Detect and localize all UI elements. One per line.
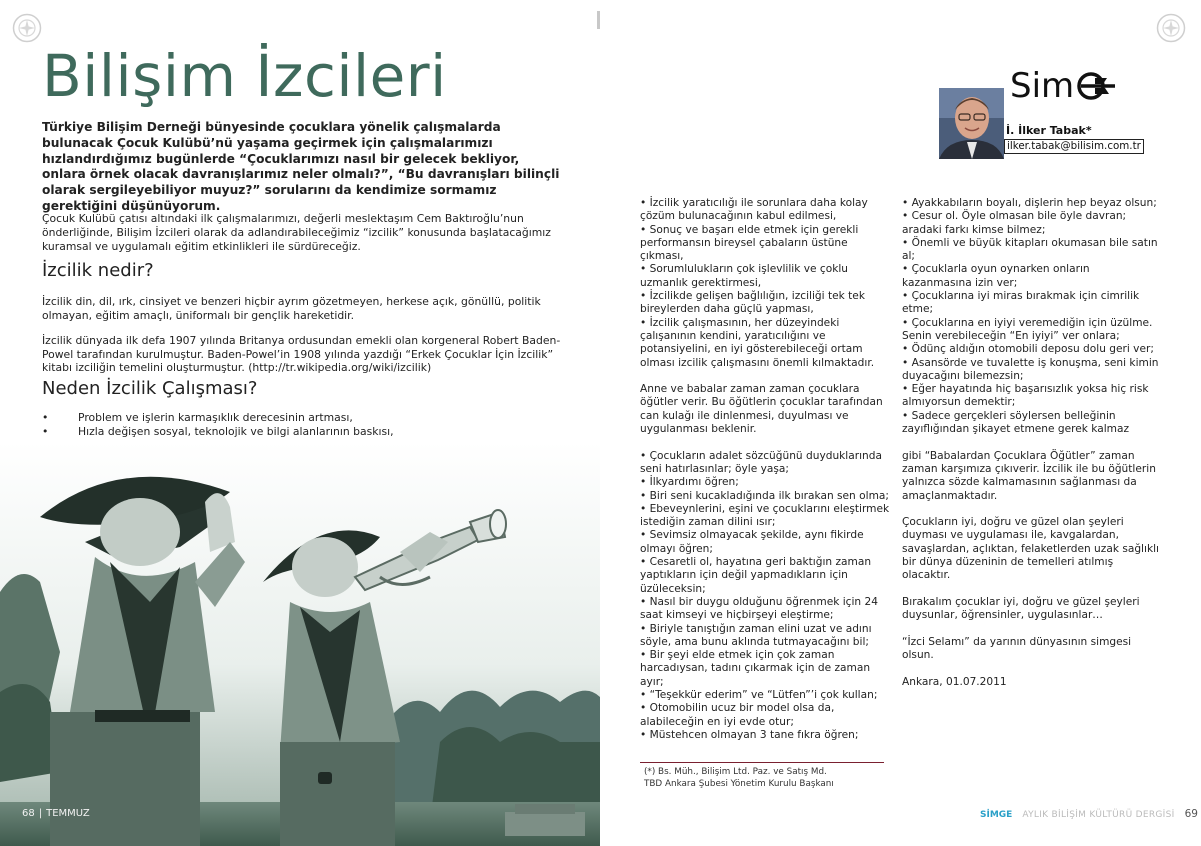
section-heading-why: Neden İzcilik Çalışması? — [42, 378, 258, 399]
paragraph-gap — [902, 623, 1162, 636]
bullet: • — [42, 411, 49, 424]
intro-paragraph: Çocuk Kulübü çatısı altındaki ilk çalışmalarımızı, değerli meslektaşım Cem Baktıroğlu’nun önderliğinde, Bilişim İzcileri olarak da adlandırabileceğimiz “izcilik” konusunda başlatacağımız kuramsal ve uygulamalı eğitim etkinlikleri ile sürdüreceğiz. — [42, 212, 551, 253]
author-photo — [939, 88, 1004, 159]
folio-month: TEMMUZ — [46, 808, 90, 819]
footnote-line: (*) Bs. Müh., Bilişim Ltd. Paz. ve Satış Md. — [644, 767, 827, 777]
section-heading-what: İzcilik nedir? — [42, 260, 154, 281]
paragraph: gibi “Babalardan Çocuklara Öğütler” zaman zaman karşımıza çıkıverir. İzcilik ile bu öğütlerin yalnızca sözde kalmamasının sağlanması da amaçlanmaktadır. — [902, 449, 1156, 502]
list-item: • Asansörde ve tuvalette iş konuşma, seni kimin duyacağını bilemezsin; — [902, 356, 1159, 382]
page-number: 69 — [1184, 808, 1198, 820]
brand-wordmark: Sim — [1010, 66, 1075, 106]
list-item — [42, 411, 562, 425]
page-number: 68 — [22, 808, 35, 819]
list-item: • Bir şeyi elde etmek için çok zaman harcadıysan, tadını çıkarmak için de zaman ayır; — [640, 649, 871, 688]
article-title: Bilişim İzcileri — [42, 42, 447, 110]
paragraph-gap — [640, 370, 892, 383]
author-email-link[interactable]: ilker.tabak@bilisim.com.tr — [1004, 139, 1144, 154]
paragraph-gap — [902, 583, 1162, 596]
list-item: • Çocukların adalet sözcüğünü duyduklarında seni hatırlasınlar; öyle yaşa; — [640, 449, 882, 475]
paragraph-gap — [902, 436, 1162, 449]
paragraph: Bırakalım çocuklar iyi, doğru ve güzel şeyleri duysunlar, öğrensinler, uygulasınlar… — [902, 595, 1140, 622]
list-item: • Önemli ve büyük kitapları okumasan bile satın al; — [902, 236, 1158, 263]
folio-separator: | — [38, 808, 43, 819]
list-item: • Sadece gerçekleri söylersen belleğinin zayıflığından şikayet etmene gerek kalmaz — [902, 409, 1130, 436]
list-item-text: Hızla değişen sosyal, teknolojik ve bilgi alanlarının baskısı, — [78, 425, 394, 438]
paragraph: “İzci Selamı” da yarının dünyasının simgesi olsun. — [902, 635, 1132, 662]
list-item: • İzcilikde gelişen bağlılığın, izciliği tek tek bireylerden daha güçlü yapması, — [640, 290, 865, 316]
paragraph: Ankara, 01.07.2011 — [902, 675, 1007, 688]
list-item: • İzcilik yaratıcılığı ile sorunlara daha kolay çözüm bulunacağının kabul edilmesi, — [640, 197, 868, 223]
list-item-text: Problem ve işlerin karmaşıklık derecesinin artması, — [78, 411, 353, 424]
list-item: • Sorumlulukların çok işlevlilik ve çoklu uzmanlık gerektirmesi, — [640, 263, 849, 289]
list-item: • Sonuç ve başarı elde etmek için gerekli performansın bireysel çabaların üstüne çıkması, — [640, 223, 859, 263]
list-item: • Otomobilin ucuz bir model olsa da, alabileceğin en iyi evde otur; — [640, 702, 835, 728]
paragraph: Çocukların iyi, doğru ve güzel olan şeyleri duyması ve uygulaması ile, kavgalardan, savaşlardan, açlıktan, felaketlerden uzak sağlıklı bir dünya düzeninin de temelleri atılmış olacaktır. — [902, 516, 1159, 582]
list-item: • İlkyardımı öğren; — [640, 476, 739, 489]
list-item: • Ebeveynlerini, eşini ve çocuklarını eleştirmek istediğin zaman dilini ısır; — [640, 502, 890, 529]
list-item: • Ayakkabıların boyalı, dişlerin hep beyaz olsun; — [902, 197, 1157, 209]
definition-paragraph: İzcilik din, dil, ırk, cinsiyet ve benzeri hiçbir ayrım gözetmeyen, herkese açık, gönüllü, politik olmayan, eğitim amaçlı, üniformalı bir gençlik hareketidir. — [42, 295, 541, 322]
list-item: • Cesaretli ol, hayatına geri baktığın zaman yaptıkların için değil yapmadıkların için üzüleceksin; — [640, 556, 872, 595]
list-item — [42, 425, 562, 439]
list-item: • Sevimsiz olmayacak şekilde, aynı fikirde olmayı öğren; — [640, 529, 864, 555]
simge-logo-icon — [1075, 68, 1117, 104]
list-item: • Biri seni kucakladığında ilk bırakan sen olma; — [640, 489, 889, 502]
left-page — [0, 0, 600, 846]
list-item: • İzcilik çalışmasının, her düzeyindeki çalışanının kendini, yaratıcılığını ve potansiyelini, en iyi gösterebileceği ortam olması izcilik çalışmasını önemli kılmaktadır. — [640, 316, 875, 369]
list-item: • Nasıl bir duygu olduğunu öğrenmek için 24 saat kimseyi ve hiçbirşeyi eleştirme; — [640, 595, 878, 622]
list-item: • Çocuklarına en iyiyi veremediğin için üzülme. Senin verebileceğin “En iyiyi” ver onlara; — [902, 316, 1153, 342]
list-item: • “Teşekkür ederim” ve “Lütfen”’i çok kullan; — [640, 688, 878, 701]
text-column-a — [640, 197, 892, 742]
paragraph-gap — [640, 436, 892, 449]
list-item: • Ödünç aldığın otomobili deposu dolu geri ver; — [902, 343, 1154, 356]
paragraph-gap — [902, 503, 1162, 516]
lead-paragraph: Türkiye Bilişim Derneği bünyesinde çocuklara yönelik çalışmalarda bulunacak Çocuk Kulübü’nü yaşama geçirmek için çalışmalarımızı hızlandırdığımız bugünlerde “Çocuklarımızı nasıl bir gelecek bekliyor, onlara örnek olacak davranışlarımız neler olmalı?”, “Bu davranışları bilinçli olarak sergileyebiliyor muyuz?” sorularını da kendimize sormamız gerektiğini düşünüyorum. — [42, 120, 560, 213]
list-item: • Biriyle tanıştığın zaman elini uzat ve adını söyle, ama bunu aklında tutmayacağını bil; — [640, 622, 872, 648]
list-item: • Çocuklarına iyi miras bırakmak için cimrilik etme; — [902, 290, 1140, 316]
magazine-name: SİMGE — [980, 810, 1013, 820]
list-item: • Çocuklarla oyun oynarken onların kazanmasına izin ver; — [902, 263, 1090, 289]
folio-left — [22, 808, 90, 819]
bullet: • — [42, 425, 49, 438]
why-list — [42, 411, 562, 439]
footnote-line: TBD Ankara Şubesi Yönetim Kurulu Başkanı — [644, 779, 834, 789]
emblem-icon — [1156, 13, 1186, 43]
emblem-icon — [12, 13, 42, 43]
list-item: • Eğer hayatında hiç başarısızlık yoksa hiç risk almıyorsun demektir; — [902, 383, 1149, 409]
folio-right — [980, 808, 1198, 820]
scouts-photo — [0, 442, 600, 846]
list-item: • Müstehcen olmayan 3 tane fıkra öğren; — [640, 728, 859, 741]
history-paragraph: İzcilik dünyada ilk defa 1907 yılında Britanya ordusundan emekli olan korgeneral Robert Baden-Powel tarafından kurulmuştur. Baden-Powel’in 1908 yılında yazdığı “Erkek Çocuklar İçin İzcilik” kitabı izciliğin temelini oluşturmuştur. (http://tr.wikipedia.org/wiki/izcilik) — [42, 334, 561, 375]
brand-logo — [1010, 66, 1117, 106]
footnote — [644, 766, 904, 790]
paragraph: Anne ve babalar zaman zaman çocuklara öğütler verir. Bu öğütlerin çocuklar tarafından can kulağı ile dinlenmesi, duyulması ve uygulanması beklenir. — [640, 383, 883, 436]
magazine-tagline: AYLIK BİLİŞİM KÜLTÜRÜ DERGİSİ — [1022, 810, 1175, 820]
footnote-divider — [640, 762, 884, 763]
list-item: • Cesur ol. Öyle olmasan bile öyle davran; aradaki farkı kimse bilmez; — [902, 210, 1127, 236]
text-column-b — [902, 197, 1162, 689]
paragraph-gap — [902, 662, 1162, 675]
author-name: İ. İlker Tabak* — [1006, 124, 1092, 137]
